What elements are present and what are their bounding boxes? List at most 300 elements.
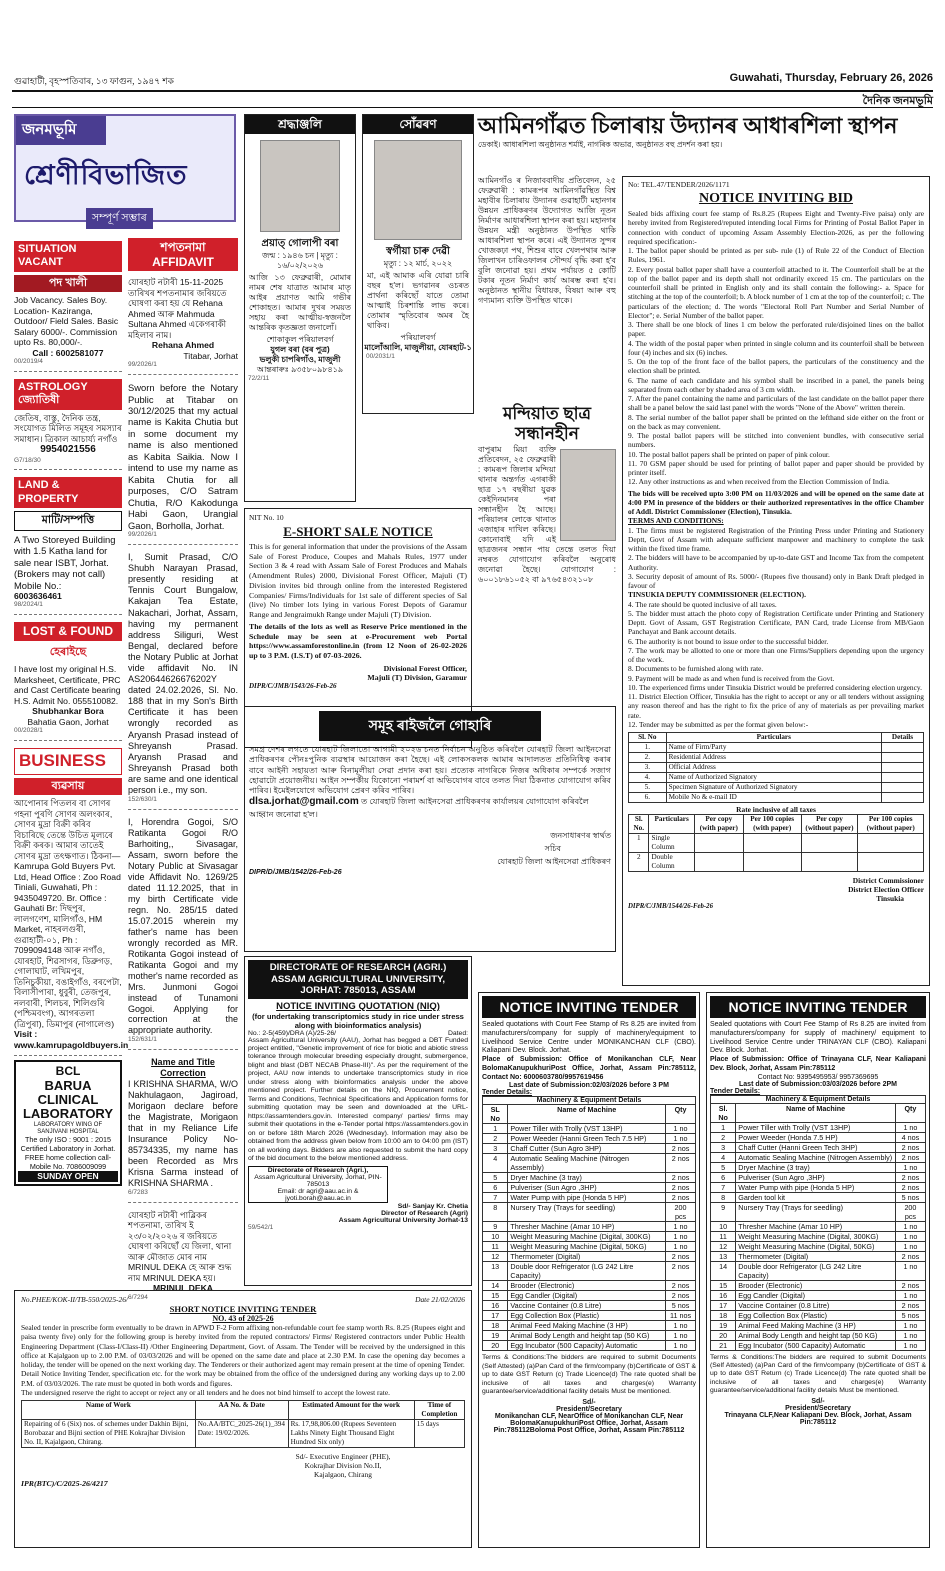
table-cell: Double door Refrigerator (LG 242 Litre Capacity) <box>736 1261 896 1280</box>
obituary-tribute-family: শোকাকুল পৰিয়ালবৰ্গ <box>266 334 334 344</box>
table-cell: 18 <box>483 1321 508 1331</box>
notice-phed-tender <box>14 1290 472 1548</box>
lost-sub: হেৰাইছে <box>14 644 122 661</box>
table-cell: Brooder (Electronic) <box>736 1280 896 1290</box>
business-visit: Visit : www.kamrupagoldbuyers.in <box>14 1029 129 1050</box>
lab-logo: BCL <box>55 1064 81 1079</box>
table-row <box>711 1122 926 1132</box>
table-row <box>629 834 924 853</box>
bid-intro: Sealed bids affixing court fee stamp of Rs.8.25 (Rupees Eight and Twenty-Five paisa) only are hereby invited from Registered/reputed intending local Firms for Printing of Postal Ballot Paper in connection with conduct of upcoming Assam Assembly Election-2026, as per the following required specification:- <box>628 209 924 246</box>
table-cell: Repairing of 6 (Six) nos. of schemes under Dakhin Bijni, Borobazar and Bijni section of PHE Kokrajhar Division No. II, Kajalgaon, Chirang. <box>22 1420 196 1448</box>
table-cell: Animal Body Length and height tap (50 KG) <box>736 1330 896 1340</box>
obituary-tribute-phone: আন্তৰাৰুঃ ৯৩৫৮০৯৮৪১৯ <box>256 364 344 374</box>
tender2-place: Place of Submission: Office of Trinayana CLF, Near Kaliapani Dev. Block, Jorhat, Assam Pin:785112 <box>710 1056 926 1072</box>
research-no: No.: 2-5(459)/DRA (A)/25-26/ <box>248 1029 337 1037</box>
table-header-cell: Qty <box>895 1103 925 1122</box>
table-cell: Animal Feed Making Machine (3 HP) <box>736 1320 896 1330</box>
research-h3: JORHAT: 785013, ASSAM <box>300 985 416 996</box>
table-cell: Official Address <box>666 763 881 773</box>
table-cell: 1. <box>629 743 667 753</box>
table-cell: 1 <box>483 1124 508 1134</box>
land-tag: LAND & PROPERTY <box>14 477 122 508</box>
table-cell: 1 <box>711 1122 736 1132</box>
eshort-nit: NIT No. 10 <box>249 513 284 522</box>
table-row <box>483 1193 696 1203</box>
table-cell: Egg Collection Box (Plastic) <box>736 1310 896 1320</box>
table-cell: Automatic Sealing Machine (Nitrogen Assembly) <box>508 1154 666 1173</box>
header-rule <box>12 90 933 92</box>
obituary-tribute-ref: 72/2/11 <box>248 374 270 382</box>
eshort-title: E-SHORT SALE NOTICE <box>283 524 433 539</box>
header-brand: দৈনিক জনমভূমি <box>862 95 933 107</box>
tender1-caption: Machinery & Equipment Details <box>482 1096 696 1104</box>
table-cell: 4. <box>629 773 667 783</box>
situation-ref: 00/2019/4 <box>14 358 43 366</box>
table-cell: 13 <box>711 1251 736 1261</box>
affidavit-3-ref: 152/630/1 <box>128 796 157 804</box>
table-cell: 11 nos <box>666 1311 696 1321</box>
table-cell: 20 <box>711 1330 736 1340</box>
table-cell: 200 pcs <box>895 1202 925 1221</box>
obituary-tribute <box>244 114 356 502</box>
eshort-body: This is for general information that under the provisions of the Assam Sale of Forest Produce, Coupes and Mahals Rules, 1977 under Section 3 & 4 read with Assam Sale of Forest Produces and Mahals (Amendment Rules) 2000, Divisional Forest Officer, Majuli (T) Division invites bid through online from the interested Registered Companies/ Firms/Individuals for 1st sale of different species of Sal (live) No timber lots lying in various Forest Depots of Garamur Range and Jengraimukh Range under Majuli (T) Division. <box>249 542 467 620</box>
land-ref: 98/2024/1 <box>14 601 43 609</box>
ad-laboratory <box>14 1060 122 1186</box>
obituary-remembrance-name: স্বৰ্গীয়া চাৰু দেৱী <box>386 246 450 257</box>
table-row <box>711 1340 926 1350</box>
bid-item: 6. The name of each candidate and his symbol shall be inscribed in a panel, the panels being separated from each other by shaded area of 3 cm width. <box>628 375 924 394</box>
table-cell: 2 nos <box>895 1280 925 1290</box>
table-cell: 1 no <box>895 1340 925 1350</box>
table-header-cell: Details <box>881 733 923 743</box>
table-row <box>483 1232 696 1242</box>
table-row <box>483 1252 696 1262</box>
table-cell: Power Weeder (Hanni Green Tech 7.5 HP) <box>508 1134 666 1144</box>
table-cell: 2 nos <box>895 1142 925 1152</box>
appeal-title: সমূহ ৰাইজলৈ গোহাৰি <box>319 711 541 741</box>
table-cell: Egg Candler (Digital) <box>508 1291 666 1301</box>
affidavit-2 <box>128 379 238 545</box>
table-cell: 1 no <box>666 1341 696 1351</box>
bid-term: 9. Payment will be made as and when fund is received from the Govt. <box>628 673 835 683</box>
table-cell: Residential Address <box>666 753 881 763</box>
table-cell: Dryer Machine (3 tray) <box>508 1173 666 1183</box>
bid-t1-head-row <box>629 733 924 743</box>
news-missing-student <box>478 404 616 670</box>
affidavit-5-ref: 6/7283 <box>128 1188 148 1196</box>
table-row <box>711 1330 926 1340</box>
news-inauguration-body2: ডেকাই। আধাৰশিলা অনুষ্ঠানত শৰ্মাই, নাগৰিক অভাৱ, অনুষ্ঠানত বহু প্ৰদৰ্শন কৰা হয়। <box>478 139 723 149</box>
obituary-remembrance-head: সোঁৱৰণ <box>363 115 473 134</box>
table-cell: 11 <box>711 1231 736 1241</box>
table-cell: Nursery Tray (Trays for seedling) <box>508 1203 666 1222</box>
tender1-sign3: Monikanchan CLF, NearOffice of Monikanchan CLF, Near BolomaKanupukhuriPost Office, Jorhat, Assam Pin:785112Boloma Post Office, Jorhat, Assam Pin:785112 <box>493 1412 685 1434</box>
table-cell: Single Column <box>649 834 694 853</box>
bid-item: 10. The postal ballot papers shall be printed on paper of pink colour. <box>628 449 830 459</box>
table-row <box>711 1231 926 1241</box>
bid-item: 12. Any other instructions as and when received from the Election Commission of India. <box>628 477 890 487</box>
table-cell: 3 <box>483 1144 508 1154</box>
bid-terms-title: TERMS AND CONDITIONS: <box>628 516 724 526</box>
bid-sign2: District Election Officer <box>848 885 924 894</box>
astrology-phone: 9954021556 <box>40 444 96 456</box>
bid-item: 4. The width of the postal paper when printed in single column and its counterfoil shall be between four (4) inches and six (6) inches. <box>628 338 924 357</box>
research-addr3: Email: dr agri@aau.ac.in & jyoti.borah@aau.ac.in <box>277 1187 359 1202</box>
table-cell: 2 nos <box>895 1172 925 1182</box>
table-cell: Name of Authorized Signatory <box>666 773 881 783</box>
obituary-tribute-name: প্ৰয়াত্ গোলাপী বৰা <box>261 238 339 249</box>
table-cell <box>881 793 923 803</box>
table-cell: 2 nos <box>895 1182 925 1192</box>
table-cell: 9 <box>483 1222 508 1232</box>
table-cell: 1 <box>629 834 649 853</box>
table-cell: 1 no <box>895 1162 925 1172</box>
table-header-cell: Per copy (without paper) <box>801 815 858 834</box>
business-body: আপোনাৰ পিতলৰ বা সোণৰ গহনা পুৰণি সোণৰ অলংকাৰ, সোণৰ মুদ্ৰা বিক্ৰী কৰিব বিচাৰিছে তেন্তে উচিত মূল্যৰে বিক্ৰী কৰক। আমাৰ তাতেই সোণৰ মুদ্ৰা তৎক্ষণাত। ঠিকনা— Kamrupa Gold Buyers Pvt. Ltd, Head Office : Zoo Road Tiniali, Guwahati, Ph : 9435049720. Br. Office : Gauhati Br: দিছপুৰ, লালগণেশ, মালিগাঁও, HM Market, নাহৰলগুৰী, গুৱাহাটী-০১, Ph : 7099094148 আৰু নগাঁও, যোৰহাট, শিৱসাগৰ, ডিব্ৰুগড়, গোলাঘাট, লখিমপুৰ, তিনিচুকীয়া, বঙাইগাঁও, বৰপেটা, বিলাসীপাৰা, ধুবুৰী, তেজপুৰ, নলবাৰী, শিলচৰ, শিলিগুৰি (পশ্চিমবংগ), আগৰতলা (ত্ৰিপুৰা), ডিমাপুৰ (নাগালেণ্ড) <box>14 798 122 1029</box>
appeal-email-tail: ত যোৰহাট জিলা আইনসেৱা প্ৰাধিকৰণৰ কাৰ্যালয়ৰ যোগাযোগ কৰিবলৈ আহ্বান জনোৱা হ'ল। <box>249 797 589 820</box>
obituary-remembrance-family: পৰিয়ালবৰ্গ <box>400 332 436 342</box>
table-cell: 2 nos <box>666 1144 696 1154</box>
table-cell: Name of Firm/Party <box>666 743 881 753</box>
eshort-body2: The details of the lots as well as Reserve Price mentioned in the Schedule may be seen at e-Procurement web Portal https://www.assamforestonline.in (from 12 Noon of 26-02-2026 up to 3 P.M. (I.S.T) of 07-03-2026. <box>249 621 467 661</box>
classifieds-masthead <box>14 114 236 222</box>
masthead-subtitle: সম্পূৰ্ণ সম্ভাৰ <box>86 208 153 229</box>
table-row <box>483 1242 696 1252</box>
masthead-top: জনমভূমি <box>16 116 106 145</box>
table-cell: Egg Candler (Digital) <box>736 1290 896 1300</box>
table-cell: 1 no <box>666 1232 696 1242</box>
lab-body: The only ISO : 9001 : 2015 Certified Laboratory in Jorhat. FREE home collection call- Mobile No. 7086009099 <box>20 1135 116 1171</box>
affidavit-2-body: Sworn before the Notary Public at Titabar on 30/12/2025 that my actual name is Kakita Chutia but in some document my name is also mentioned as Kabita Saikia. Now I intend to use my name as Kabita Chutia for all purposes, C/O Satram Chutia, R/O Kakodunga Habi Gaon, Urangial Gaon, Borholla, Jorhat. <box>128 382 238 531</box>
tender2-sign1: Sd/- <box>811 1397 825 1405</box>
bid-number: No: TEL.47/TENDER/2026/1171 <box>628 180 730 189</box>
land-phone: 6003636461 <box>14 590 62 601</box>
business-sub: ব্যৱসায় <box>14 778 122 795</box>
table-header-cell: SL No <box>483 1105 508 1124</box>
table-cell: Power Weeder (Honda 7.5 HP) <box>736 1132 896 1142</box>
research-sign2: Director of Research (Agri) <box>381 1209 468 1217</box>
table-cell: 2 nos <box>666 1291 696 1301</box>
bid-item: 7. After the panel containing the name and particulars of the last candidate on the ballot paper there shall be a panel below the said last panel with the words "None of the Above" written therein. <box>628 394 924 413</box>
table-cell: 12 <box>711 1241 736 1251</box>
table-cell: 2 <box>711 1132 736 1142</box>
astrology-tag: ASTROLOGY জ্যোতিষী <box>14 379 122 410</box>
news-inauguration-title: আমিনগাঁৱত চিলাৰায় উদ্যানৰ আধাৰশিলা স্থাপন <box>478 113 898 138</box>
table-row <box>711 1241 926 1251</box>
ad-lost-found <box>14 619 122 741</box>
research-addr2: Assam Agricultural University, Jorhat, PIN-785013 <box>254 1173 382 1188</box>
table-cell: 15 days <box>414 1420 464 1448</box>
phed-sign3: Kajalgaon, Chirang <box>314 1470 372 1479</box>
table-cell <box>881 783 923 793</box>
bid-t2-head-row <box>629 815 924 834</box>
notice-research-niq <box>244 956 472 1286</box>
table-cell: 13 <box>483 1262 508 1281</box>
eshort-sign2: Majuli (T) Division, Garamur <box>367 672 467 682</box>
research-ref-line <box>248 1030 468 1037</box>
table-cell: 2 nos <box>895 1300 925 1310</box>
table-cell: Power Tiller with Trolly (VST 13HP) <box>736 1122 896 1132</box>
appeal-body: সমগ্ৰ দেশৰ লগতে যোৰহাট জিলাতো আগামী ২০২৬ চনত নিৰ্বাচন অনুষ্ঠিত কৰিবলৈ যোৰহাট জিলা আইনসেৱা প্ৰাধিকৰণৰ পৌনঃপুনিক ব্যৱস্থাৰ আয়োজন কৰা হৈছে। এই লোকসকলক আমাৰ আদালতত প্ৰতিনিধিত্ব কৰাৰ বাবে আইনী সহায়তা আৰু বিনামূলীয়া সেৱা প্ৰদান কৰা হয়। প্ৰত্যেক নাগৰিকে নিজৰ অধিকাৰ সম্পৰ্কে সজাগ হোৱাটো প্ৰয়োজনীয়। আইন সম্পৰ্কীয় যিকোনো পৰামৰ্শ বা অভিযোগৰ বাবে তলত দিয়া ঠিকনাত যোগাযোগ কৰিব পাৰিব। ইমেইলযোগে অভিযোগ প্ৰেৰণ কৰিব পাৰিব। <box>249 745 611 795</box>
table-row <box>711 1132 926 1142</box>
table-row <box>483 1222 696 1232</box>
bid-term: 8. Documents to be furnished along with rate. <box>628 664 764 674</box>
table-header-cell: Per copy (with paper) <box>694 815 743 834</box>
situation-tag: SITUATION VACANT <box>14 241 122 272</box>
bid-title: NOTICE INVITING BID <box>698 191 854 206</box>
appeal-sign3: যোৰহাট জিলা আইনসেৱা প্ৰাধিকৰণ <box>497 857 611 867</box>
table-cell: 21 <box>711 1340 736 1350</box>
table-cell: Pulveriser (Sun Agro ,3HP) <box>736 1172 896 1182</box>
tender2-sign3: Trinayana CLF,Near Kaliapani Dev. Block, Jorhat, Assam Pin:785112 <box>724 1411 912 1426</box>
bid-term: 7. The work may be allotted to one or more than one Firms/Suppliers depending upon the urgency of the work. <box>628 645 924 664</box>
table-cell: Animal Body Length and height tap (50 KG) <box>508 1331 666 1341</box>
table-cell: 11 <box>483 1242 508 1252</box>
tender2-head-row <box>711 1103 926 1122</box>
header-date-assamese: গুৱাহাটী, বৃহস্পতিবাৰ, ১৩ ফাগুন, ১৯৪৭ শক <box>14 76 174 86</box>
notice-tender-monikanchan <box>478 992 700 1548</box>
ad-situation-vacant <box>14 238 122 372</box>
table-row <box>483 1262 696 1281</box>
table-cell: Thresher Machine (Amar 10 HP) <box>508 1222 666 1232</box>
table-cell: 5 nos <box>895 1310 925 1320</box>
appeal-email-line <box>249 796 611 822</box>
table-cell: 2 nos <box>666 1193 696 1203</box>
bid-sign1: District Commissioner <box>852 876 924 885</box>
table-cell: 19 <box>711 1320 736 1330</box>
obituary-tribute-family-name: যুগল বৰা (বৰ পুত্ৰ) <box>270 344 330 354</box>
phed-body2: Detail Notice Inviting Tender, specification etc. for the work may be obtained from the office of the undersigned during any working days up to 2.00 P.M. of 03/03/2026. The rate must be quoted in both words and figures. <box>21 1369 465 1388</box>
research-header <box>248 960 468 999</box>
lost-tag: LOST & FOUND <box>14 622 122 641</box>
research-title: NOTICE INVITING QUOTATION (NIQ) <box>276 1000 440 1012</box>
table-cell: 16 <box>483 1301 508 1311</box>
table-cell <box>881 743 923 753</box>
tender2-caption: Machinery & Equipment Details <box>710 1095 926 1103</box>
phed-sub: NO. 43 of 2025-26 <box>212 1314 274 1323</box>
bid-term: 1. The firms must be registered Registration of the Printing Press under Printing and Stationery Deptt, Govt of Assam with adequate sufficient manpower and machinery to complete the task within the fixed time frame. <box>628 525 924 553</box>
table-row <box>711 1290 926 1300</box>
table-cell: 2. <box>629 753 667 763</box>
tender2-last: Last date of Submission:03/03/2026 before 2PM <box>739 1080 897 1088</box>
affidavit-6-name: MRINUL DEKA <box>153 1283 213 1294</box>
table-row <box>483 1173 696 1183</box>
table-row <box>711 1182 926 1192</box>
tender2-intro: Sealed quotations with Court Fee Stamp of Rs 8.25 are invited from manufacturers/company for supply of machinery/ equipment to Livelihood Service Centre under TRINAYAN CLF (CBO). Kaliapani Dev. Block. Jorhat. <box>710 1021 926 1055</box>
table-row <box>711 1320 926 1330</box>
table-cell: Double Column <box>649 853 694 872</box>
situation-sub: পদ খালী <box>14 275 122 292</box>
bid-term: 4. The rate should be quoted inclusive of all taxes. <box>628 599 777 609</box>
research-h1: DIRECTORATE OF RESEARCH (AGRI.) <box>269 962 447 973</box>
table-cell: No.AA/BTC_2025-26(1)_394 Date: 19/02/2026. <box>195 1420 288 1448</box>
table-cell: 16 <box>711 1290 736 1300</box>
table-cell: Vaccine Container (0.8 Litre) <box>508 1301 666 1311</box>
table-cell: Automatic Sealing Machine (Nitrogen Assembly) <box>736 1152 896 1162</box>
appeal-sign1: জনসাধাৰণৰ স্বাৰ্থত <box>550 831 611 841</box>
table-header-cell: Per 100 copies (without paper) <box>858 815 924 834</box>
table-row <box>711 1221 926 1231</box>
phed-sign2: Kokrajhar Division No.II, <box>304 1461 382 1470</box>
affidavit-5 <box>128 1054 238 1203</box>
table-header-cell: Qty <box>666 1105 696 1124</box>
table-cell: 2 nos <box>895 1152 925 1162</box>
table-cell: 2 <box>483 1134 508 1144</box>
table-cell: 2 nos <box>666 1252 696 1262</box>
table-row <box>483 1281 696 1291</box>
eshort-dipr: DIPR/C/JMB/1543/26-Feb-26 <box>249 681 337 690</box>
table-cell: 1 no <box>895 1320 925 1330</box>
table-cell: 2 nos <box>666 1262 696 1281</box>
tender2-table <box>710 1103 926 1351</box>
ad-business <box>14 745 129 1056</box>
table-cell: Weight Measuring Machine (Digital, 50KG) <box>736 1241 896 1251</box>
news-inauguration-body: আমিনগাঁও ৰ নিজাববাদীয় প্ৰতিবেদন, ২৫ ফেব্ৰুৱাৰী : কামৰূপৰ আমিনগাঁৱস্থিত বিশ্ব মহাবীৰ চিলাৰায় উদ্যানৰ গুৱাহাটী মহানগৰ উন্নয়ন প্ৰাধিকৰণৰ উদ্যোগত আজি নূতন নিৰ্মাণৰ আধাৰশিলা স্থাপন কৰা হয়। মহানগৰ উন্নয়ন মন্ত্ৰী অনুষ্ঠানত উপস্থিত থাকি আধাৰশিলা স্থাপন কৰে। এই উদ্যানত সুন্দৰ খোজকঢ়া পথ, শিশুৰ বাবে খেলপথাৰ আৰু জিলাখন চাৰিওফালৰ সৌন্দৰ্য বৃদ্ধি কৰা হ'ব বুলি জনোৱা হয়। প্ৰথম পৰ্যায়ত ৫ কোটি টকাৰ নূতন নিৰ্মাণ কাৰ্য আৰম্ভ কৰা হ'ব। অনুষ্ঠানত স্থানীয় বিধায়ক, বিষয়া আৰু বহু গণ্যমান্য ব্যক্তি উপস্থিত থাকে। <box>478 176 616 305</box>
phed-head-row <box>22 1401 465 1420</box>
table-cell: 1 no <box>895 1241 925 1251</box>
table-row <box>711 1310 926 1320</box>
bid-rate-table <box>628 814 924 872</box>
research-sign1: Sd/- Sanjay Kr. Chetia <box>397 1202 468 1210</box>
tender1-place: Place of Submission: Office of Monikanchan CLF, Near BolomaKanupukhuriPost Office, Jorhat, Assam Pin:785112, Contact No: 6000603780/9957619456 <box>482 1056 696 1081</box>
tender1-head-row <box>483 1105 696 1124</box>
table-cell: 15 <box>483 1291 508 1301</box>
table-row <box>483 1154 696 1173</box>
table-row <box>629 783 924 793</box>
land-sub: মাটি/সম্পত্তি <box>14 511 122 530</box>
bid-term: 3. Security deposit of amount of Rs. 5000/- (Rupees five thousand) only in Bank Draft pledged in favour of <box>628 571 924 590</box>
phed-table <box>21 1400 465 1448</box>
bid-t2-body <box>629 834 924 872</box>
affidavit-3 <box>128 549 238 810</box>
table-header-cell: Per 100 copies (with paper) <box>743 815 801 834</box>
table-cell: Egg Collection Box (Plastic) <box>508 1311 666 1321</box>
table-cell <box>801 834 858 853</box>
table-cell <box>743 834 801 853</box>
bid-receive: The bids will be received upto 3:00 PM on 11/03/2026 and will be opened on the same date at 4:00 PM in presence of the bidders or their authorized representatives in the office Chamber of Addl. District Commissioner (Election), Tinsukia. <box>628 488 924 516</box>
phed-body3: The undersigned reserve the right to accept or reject any or all tenders and he does not bind himself to accept the lowest rate. <box>21 1387 390 1397</box>
table-cell: 18 <box>711 1310 736 1320</box>
affidavit-2-ref: 99/2026/1 <box>128 531 157 539</box>
table-row <box>711 1142 926 1152</box>
table-cell <box>801 853 858 872</box>
table-cell: 5 <box>483 1173 508 1183</box>
table-row <box>483 1144 696 1154</box>
phed-ipr: IPR(BTC)/C/2025-26/4217 <box>21 1479 108 1488</box>
appeal-email: dlsa.jorhat@gmail.com <box>249 796 359 808</box>
table-cell <box>694 834 743 853</box>
table-row <box>629 743 924 753</box>
table-header-cell: Sl. No. <box>629 815 649 834</box>
table-cell: 1 no <box>666 1134 696 1144</box>
table-cell: Weight Measuring Machine (Digital, 300KG) <box>508 1232 666 1242</box>
table-cell: 7 <box>711 1182 736 1192</box>
table-cell: 19 <box>483 1331 508 1341</box>
table-cell: Double door Refrigerator (LG 242 Litre Capacity) <box>508 1262 666 1281</box>
bid-term: 10. The experienced firms under Tinsukia District would be preferred considering election urgency. <box>628 682 922 692</box>
phed-sign1: Sd/- Executive Engineer (PHE), <box>295 1452 391 1461</box>
table-cell: Weight Measuring Machine (Digital, 50KG) <box>508 1242 666 1252</box>
news-missing-photo <box>560 449 616 541</box>
obituary-remembrance-ref: 00/2031/1 <box>366 352 395 360</box>
bid-terms <box>628 526 924 591</box>
table-row <box>629 753 924 763</box>
table-cell: Power Tiller with Trolly (VST 13HP) <box>508 1124 666 1134</box>
astrology-body: জেতিষ, বাস্তু, দৈনিক তন্ত্ৰ, সংযোগত মিলিত সমূহৰ সমস্যাৰ সমাধান। ত্ৰিকাল আচাৰ্য্য নগাঁও <box>14 412 122 444</box>
table-cell: Animal Feed Making Machine (3 HP) <box>508 1321 666 1331</box>
table-cell: Water Pump with pipe (Honda 5 HP) <box>508 1193 666 1203</box>
astrology-ref: G7/18/30 <box>14 456 41 464</box>
bid-items <box>628 246 924 487</box>
table-cell: 2 nos <box>666 1154 696 1173</box>
affidavit-1-name: Rehana Ahmed <box>151 340 215 351</box>
header-rule-2 <box>12 107 933 108</box>
situation-body: Job Vacancy. Sales Boy. Location- Kaziranga, Outdoor/ Field Sales. Basic Salary 6000/-. Commission upto Rs. 80,000/-. <box>14 295 119 348</box>
phed-row <box>22 1420 465 1448</box>
bid-item: 5. On the top of the front face of the ballot papers, the particulars of the constituency and the election shall be printed. <box>628 357 924 376</box>
table-cell: 2 <box>629 853 649 872</box>
table-row <box>483 1124 696 1134</box>
table-cell: Thresher Machine (Amar 10 HP) <box>736 1221 896 1231</box>
bid-term: 2. The bidders will have to be accompanied by up-to-date GST and Income Tax from the competent Authority. <box>628 553 924 572</box>
table-cell: 10 <box>711 1221 736 1231</box>
table-cell: 2 nos <box>666 1281 696 1291</box>
table-row <box>629 793 924 803</box>
table-cell: 10 <box>483 1232 508 1242</box>
table-header-cell: Name of Work <box>22 1401 196 1420</box>
table-cell: 1 no <box>895 1231 925 1241</box>
bid-term: 6. The authority is not bound to issue order to the successful bidder. <box>628 636 829 646</box>
classified-column-2 <box>128 238 238 1301</box>
table-row <box>483 1134 696 1144</box>
obituary-remembrance-photo <box>374 140 462 240</box>
table-cell: 3 <box>711 1142 736 1152</box>
table-cell: 12 <box>483 1252 508 1262</box>
table-cell: 2 nos <box>895 1251 925 1261</box>
table-header-cell: Sl. No <box>711 1103 736 1122</box>
table-cell: Garden tool kit <box>736 1192 896 1202</box>
affidavit-1 <box>128 274 238 375</box>
table-cell: Mobile No & e-mail ID <box>666 793 881 803</box>
research-dated: Dated: <box>447 1029 468 1037</box>
table-header-cell: Estimated Amount for the work <box>288 1401 414 1420</box>
table-cell: 6 <box>483 1183 508 1193</box>
tender2-sign2: President/Secretary <box>785 1404 851 1412</box>
bid-t1-body <box>629 743 924 803</box>
table-header-cell: Particulars <box>649 815 694 834</box>
research-subtitle: (for undertaking transcriptomics study in rice under stress along with bioinformatics analysis) <box>252 1011 464 1030</box>
lab-sunday: SUNDAY OPEN <box>18 1171 118 1181</box>
tender1-intro: Sealed quotations with Court Fee Stamp of Rs 8.25 are invited from manufacturers/company for supply of machinery/equipment to Livelihood Service Centre under MONIKANCHAN CLF (CBO). Kaliapani Dev. Block. Jorhat. <box>482 1021 696 1055</box>
lost-ref: 00/2028/1 <box>14 727 43 735</box>
table-cell: 1 no <box>895 1290 925 1300</box>
obituary-remembrance <box>362 114 474 414</box>
table-row <box>483 1341 696 1351</box>
table-cell <box>881 763 923 773</box>
affidavit-1-body: যোৰহাট নটাৰী 15-11-2025 তাৰিখৰ শপতনামাৰ জৰিয়তে ঘোষণা কৰা হয় যে Rehana Ahmed আৰু Mahmuda Sultana Ahmed একেগৰাকী মহিলাৰ নাম। <box>128 277 227 340</box>
tender1-terms: Terms & Conditions:The bidders are required to submit Documents (Self Attested) (a)Pan Card of the firm/company (b)Certificate of GST & up to date GST Return (c) Trade Licence(d) The rate quoted shall be inclusive of all taxes and charges(e) Warranty guarantee/service/additional facility details Must be mentioned. <box>482 1354 696 1396</box>
tender1-last: Last date of Submission:02/03/2026 before 3 PM <box>509 1082 669 1090</box>
table-row <box>483 1321 696 1331</box>
bid-dipr: DIPR/C/JMB/1544/26-Feb-26 <box>628 903 713 910</box>
table-header-cell: AA No. & Date <box>195 1401 288 1420</box>
table-row <box>629 773 924 783</box>
bid-item: 8. The serial number of the ballot paper shall be printed on the lefthand side either on the front or on the back as may convenient. <box>628 412 924 431</box>
tender1-title: NOTICE INVITING TENDER <box>482 996 696 1018</box>
table-cell: Brooder (Electronic) <box>508 1281 666 1291</box>
research-ref: 59/542/1 <box>248 1223 274 1231</box>
situation-call: Call : 6002581077 <box>32 347 104 358</box>
